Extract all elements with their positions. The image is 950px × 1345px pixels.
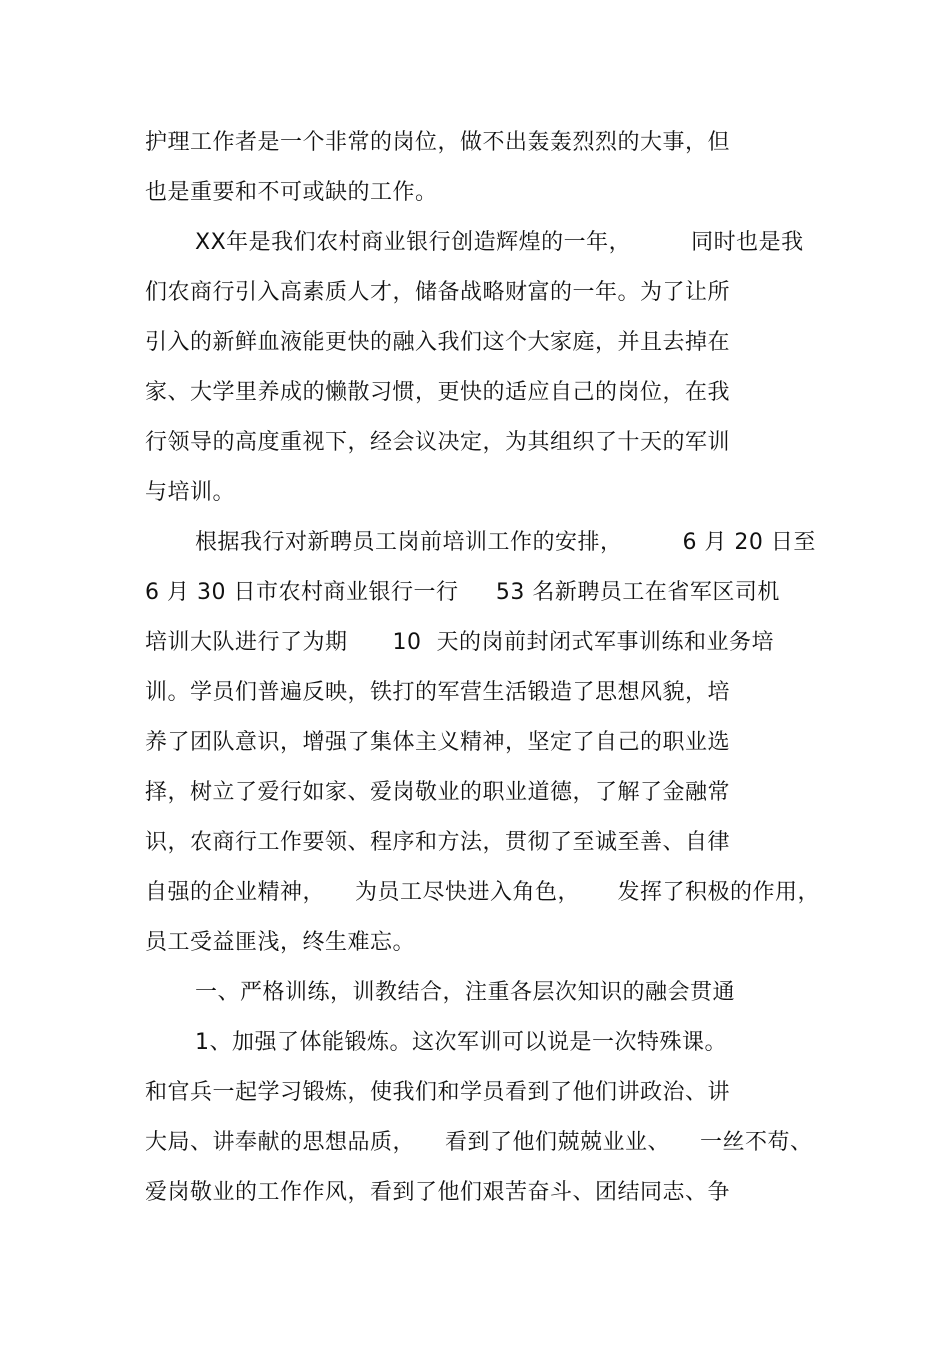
- text-line: 也是重要和不可或缺的工作。: [145, 180, 438, 205]
- text-line: XX年是我们农村商业银行创造辉煌的一年， 同时也是我: [195, 230, 804, 255]
- text-line: 培训大队进行了为期 10 天的岗前封闭式军事训练和业务培: [145, 630, 774, 655]
- text-line: 识，农商行工作要领、程序和方法，贯彻了至诚至善、自律: [145, 830, 731, 855]
- text-line: 与培训。: [145, 480, 236, 505]
- text-line: 择，树立了爱行如家、爱岗敬业的职业道德，了解了金融常: [145, 780, 731, 805]
- text-line: 家、大学里养成的懒散习惯，更快的适应自己的岗位，在我: [145, 380, 731, 405]
- text-line: 引入的新鲜血液能更快的融入我们这个大家庭，并且去掉在: [145, 330, 731, 355]
- text-line: 行领导的高度重视下，经会议决定，为其组织了十天的军训: [145, 430, 731, 455]
- text-line: 们农商行引入高素质人才，储备战略财富的一年。为了让所: [145, 280, 731, 305]
- text-line: 养了团队意识，增强了集体主义精神，坚定了自己的职业选: [145, 730, 731, 755]
- text-line: 6 月 30 日市农村商业银行一行 53 名新聘员工在省军区司机: [145, 580, 780, 605]
- text-line: 自强的企业精神， 为员工尽快进入角色， 发挥了积极的作用，: [145, 880, 820, 905]
- text-line: 根据我行对新聘员工岗前培训工作的安排， 6 月 20 日至: [195, 530, 816, 555]
- text-line: 爱岗敬业的工作作风，看到了他们艰苦奋斗、团结同志、争: [145, 1180, 731, 1205]
- section-heading: 一、严格训练，训教结合，注重各层次知识的融会贯通: [195, 980, 736, 1005]
- text-line: 和官兵一起学习锻炼，使我们和学员看到了他们讲政治、讲: [145, 1080, 731, 1105]
- text-line: 1、加强了体能锻炼。这次军训可以说是一次特殊课。: [195, 1030, 727, 1055]
- text-line: 员工受益匪浅，终生难忘。: [145, 930, 416, 955]
- text-line: 大局、讲奉献的思想品质， 看到了他们兢兢业业、 一丝不苟、: [145, 1130, 813, 1155]
- text-line: 护理工作者是一个非常的岗位，做不出轰轰烈烈的大事，但: [145, 130, 731, 155]
- text-line: 训。学员们普遍反映，铁打的军营生活锻造了思想风貌，培: [145, 680, 731, 705]
